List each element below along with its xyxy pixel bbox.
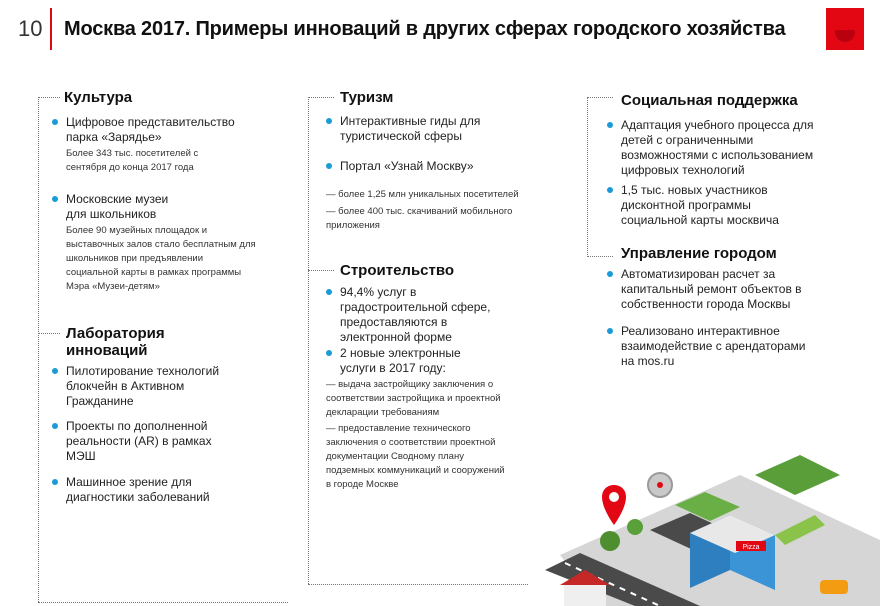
culture-item-1-note: Более 343 тыс. посетителей с сентября до конца 2017 года [66,148,199,173]
tree [600,531,620,551]
construction-item-1-text: 94,4% услуг в градостроительной сфере, предоставляются в электронной форме [340,285,491,344]
lab-title: Лаборатория инноваций [66,325,165,359]
tourism-dash-1: — более 1,25 млн уникальных посетителей [326,189,519,200]
column-3-guide [587,97,588,257]
culture-item-2-note: Более 90 музейных площадок и выставочных залов стало бесплатным для школьников при предъявлении социальной карты в рамках программы Мэра «Музеи-детям» [66,225,256,292]
culture-item-2 [66,192,186,222]
bullet-dot [326,350,332,356]
page-number: 10 [18,16,43,41]
bullet-dot [52,368,58,374]
tree [627,519,643,535]
social-item-2 [621,183,791,228]
social-divider [587,97,613,98]
tourism-item-2-text: Портал «Узнай Москву» [340,159,474,173]
bullet-dot [52,423,58,429]
construction-dash-2: — предоставление технического заключения о соответствии проектной документации Сводному плану подземных коммуникаций и сооружений в городе Москве [326,423,505,490]
bullet-dot [607,122,613,128]
construction-title: Строительство [340,262,455,279]
location-pin-icon [602,485,626,525]
culture-divider [38,97,60,98]
city-mgmt-item-1-text: Автоматизирован расчет за капитальный ремонт объектов в собственности города Москвы [621,267,802,311]
social-item-2-text: 1,5 тыс. новых участников дисконтной программы социальной карты москвича [621,183,779,227]
lab-item-1 [66,364,226,409]
page-title: Москва 2017. Примеры инноваций в других сферах городского хозяйства [64,18,786,40]
lab-item-1-text: Пилотирование технологий блокчейн в Активном Гражданине [66,364,220,408]
city-mgmt-item-2-text: Реализовано интерактивное взаимодействие с арендаторами на mos.ru [621,324,806,368]
tourism-title: Туризм [340,89,394,106]
house-body [564,585,606,606]
lab-divider [38,333,60,334]
culture-item-2-text: Московские музеи для школьников [66,192,169,221]
lab-item-2 [66,419,216,464]
city-illustration [540,445,880,606]
tourism-item-1 [340,114,500,144]
location-pin-hole [609,492,619,502]
construction-item-2-text: 2 новые электронные услуги в 2017 году: [340,346,461,375]
social-item-1-text: Адаптация учебного процесса для детей с ограниченными возможностями с использованием цифровых технологий [621,118,814,177]
social-item-1 [621,118,821,178]
bullet-dot [52,196,58,202]
column-2-guide [308,97,309,584]
construction-item-2 [340,346,470,376]
lab-item-2-text: Проекты по дополненной реальности (AR) в рамках МЭШ [66,419,212,463]
tourism-dash-2: — более 400 тыс. скачиваний мобильного приложения [326,206,513,231]
tourism-divider [308,97,334,98]
column-1-bottom-divider [38,602,288,603]
culture-item-1 [66,115,246,145]
car [820,580,848,594]
city-mgmt-item-2 [621,324,811,369]
lab-item-3 [66,475,216,505]
tourism-item-2 [340,159,520,174]
column-1-guide [38,97,39,602]
bullet-dot [52,119,58,125]
bullet-dot [607,271,613,277]
bullet-dot [607,328,613,334]
column-2-bottom-divider [308,584,528,585]
city-mgmt-item-1 [621,267,811,312]
construction-item-1 [340,285,516,345]
header-divider [50,8,52,50]
culture-item-1-text: Цифровое представительство парка «Зарядье» [66,115,235,144]
tourism-item-1-text: Интерактивные гиды для туристической сферы [340,114,481,143]
construction-dash-1: — выдача застройщику заключения о соответствии застройщика и проектной декларации требованиям [326,379,501,418]
social-title: Социальная поддержка [621,92,798,109]
bullet-dot [326,289,332,295]
moscow-emblem-logo [826,8,864,50]
pizza-sign-text: Pizza [742,544,760,551]
bullet-dot [607,187,613,193]
construction-divider [308,270,334,271]
lab-item-3-text: Машинное зрение для диагностики заболеваний [66,475,210,504]
bullet-dot [326,118,332,124]
culture-title: Культура [64,89,133,106]
bullet-dot [52,479,58,485]
bullet-dot [326,163,332,169]
film-reel-hub [657,482,663,488]
city-mgmt-title: Управление городом [621,245,777,262]
city-mgmt-divider [587,256,613,257]
